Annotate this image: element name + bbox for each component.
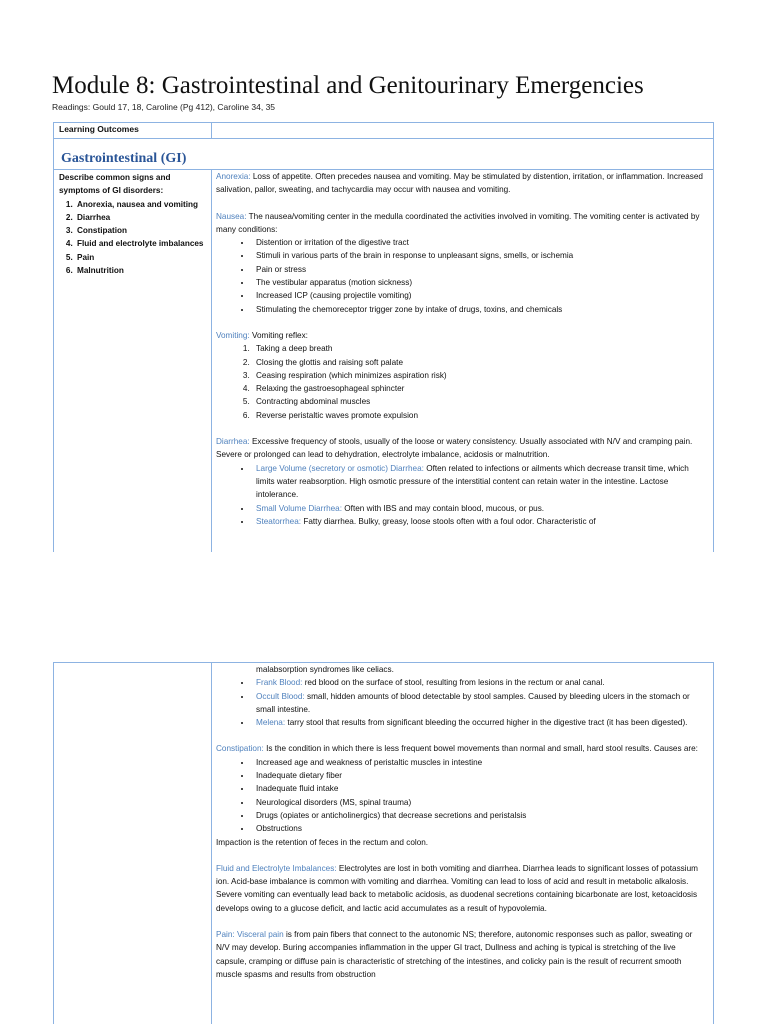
table-header-blank xyxy=(212,123,714,139)
vomiting-steps-list xyxy=(216,342,708,422)
nausea-causes-list xyxy=(216,236,708,316)
fluid-electrolyte-term: Fluid and Electrolyte Imbalances: xyxy=(216,863,337,873)
large-volume-term: Large Volume (secretory or osmotic) Diarrhea: xyxy=(256,463,424,473)
list-item xyxy=(252,502,708,515)
pain-paragraph xyxy=(216,928,708,981)
list-item: • Inadequate dietary fiber xyxy=(252,769,708,782)
large-volume-text: Often related to infections or ailments which decrease transit time, which limits water reabsorption. High osmotic pressure of the interstitial content can retain water in the intestine. Lactose intolerance. xyxy=(256,463,689,500)
list-item: • Increased age and weakness of peristaltic muscles in intestine xyxy=(252,756,708,769)
table-header-row xyxy=(54,123,714,139)
frank-blood-term: Frank Blood: xyxy=(256,678,303,688)
gi-content-row-continued xyxy=(54,663,714,1024)
nausea-paragraph xyxy=(216,210,708,237)
list-item xyxy=(252,515,708,528)
list-item: • Drugs (opiates or anticholinergics) that decrease secretions and peristalsis xyxy=(252,809,708,822)
page-break xyxy=(0,552,768,660)
list-item: • Inadequate fluid intake xyxy=(252,782,708,795)
list-item: 1. Taking a deep breath xyxy=(252,342,708,355)
anorexia-term: Anorexia: xyxy=(216,172,251,181)
learning-outcomes-table xyxy=(53,122,714,552)
diarrhea-term: Diarrhea: xyxy=(216,437,250,447)
list-item: 2. Closing the glottis and raising soft palate xyxy=(252,356,708,369)
list-item: 4. Relaxing the gastroesophageal sphincter xyxy=(252,382,708,395)
learning-outcomes-header: Learning Outcomes xyxy=(54,123,212,139)
occult-blood-text: small, hidden amounts of blood detectable by stool samples. Caused by bleeding ulcers in the stomach or small intestine. xyxy=(256,691,690,714)
vomiting-term: Vomiting: xyxy=(216,330,250,340)
list-item: • Pain or stress xyxy=(252,263,708,276)
fluid-electrolyte-text: Electrolytes are lost in both vomiting and diarrhea. Diarrhea leads to significant losses of potassium ion. Acid-base imbalance is common with vomiting and diarrhea. Vomiting can lead to loss of acid and result in metabolic alkalosis. Severe vomiting can eventually lead back to metabolic acidosis, as duodenal secretions containing bicarbonate are lost, ketoacidosis develops owing to a glucose deficit, and lactic acid accumulates as a result of hypovolemia. xyxy=(216,863,698,913)
fluid-electrolyte-paragraph xyxy=(216,862,708,915)
list-item: • Stimulating the chemoreceptor trigger zone by intake of drugs, toxins, and chemicals xyxy=(252,303,708,316)
page-title: Module 8: Gastrointestinal and Genitourinary Emergencies xyxy=(52,72,644,99)
frank-blood-text: red blood on the surface of stool, resulting from lesions in the rectum or anal canal. xyxy=(304,678,605,688)
list-item: 6. Malnutrition xyxy=(75,264,211,277)
small-volume-text: Often with IBS and may contain blood, mucous, or pus. xyxy=(344,503,545,513)
outcome-list xyxy=(54,198,211,278)
outcomes-cell-continued xyxy=(54,663,212,1024)
diarrhea-text: Excessive frequency of stools, usually of the loose or watery consistency. Usually associated with N/V and cramping pain. Severe or prolonged can lead to dehydration, electrolyte imbalance, acidosis or malnutrition. xyxy=(216,437,693,460)
diarrhea-types-list xyxy=(216,462,708,528)
occult-blood-term: Occult Blood: xyxy=(256,691,305,701)
list-item: 5. Contracting abdominal muscles xyxy=(252,395,708,408)
pain-text: is from pain fibers that connect to the autonomic NS; therefore, autonomic responses such as pallor, sweating or N/V may develop. Buring accompanies inflammation in the upper GI tract, Dullness and aching is typical is stretching of the live capsule, cramping or diffuse pain is characteristic of stretching of the intestines, and colicky pain is the result of recurrent smooth muscle spasms and results from obstruction xyxy=(216,930,693,979)
impaction-text: Impaction is the retention of feces in the rectum and colon. xyxy=(216,837,429,847)
anorexia-paragraph xyxy=(216,170,708,197)
pain-term: Pain: xyxy=(216,930,235,940)
steatorrhea-text: Fatty diarrhea. Bulky, greasy, loose stools often with a foul odor. Characteristic of xyxy=(303,516,596,526)
list-item: • The vestibular apparatus (motion sickness) xyxy=(252,276,708,289)
list-item: 6. Reverse peristaltic waves promote expulsion xyxy=(252,409,708,422)
blood-types-list xyxy=(216,676,708,729)
list-item: 3. Constipation xyxy=(75,224,211,237)
list-item: • Distention or irritation of the digestive tract xyxy=(252,236,708,249)
small-volume-term: Small Volume Diarrhea: xyxy=(256,503,343,513)
list-item: 1. Anorexia, nausea and vomiting xyxy=(75,198,211,211)
readings-line: Readings: Gould 17, 18, Caroline (Pg 412), Caroline 34, 35 xyxy=(52,102,276,112)
visceral-pain-term: Visceral pain xyxy=(236,930,284,940)
list-item xyxy=(252,716,708,729)
diarrhea-paragraph xyxy=(216,435,708,462)
nausea-text: The nausea/vomiting center in the medulla coordinated the activities involved in vomiting. The vomiting center is activated by many conditions: xyxy=(216,211,700,234)
melena-term: Melena: xyxy=(256,718,286,728)
list-item: • Neurological disorders (MS, spinal trauma) xyxy=(252,796,708,809)
section-heading-gi: Gastrointestinal (GI) xyxy=(61,151,187,166)
vomiting-text: Vomiting reflex: xyxy=(251,330,308,340)
constipation-causes-list xyxy=(216,756,708,836)
outcome-intro: Describe common signs and symptoms of GI disorders: xyxy=(59,173,171,196)
content-cell xyxy=(212,170,714,553)
vomiting-paragraph xyxy=(216,329,708,342)
list-item: 4. Fluid and electrolyte imbalances xyxy=(75,237,211,250)
page-2 xyxy=(0,660,768,1024)
list-item xyxy=(252,690,708,717)
constipation-text: Is the condition in which there is less frequent bowel movements than normal and small, hard stool results. Causes are: xyxy=(266,744,698,754)
steatorrhea-term: Steatorrhea: xyxy=(256,516,302,526)
continuation-text: malabsorption syndromes like celiacs. xyxy=(256,665,394,674)
constipation-paragraph xyxy=(216,742,708,755)
gi-content-row xyxy=(54,170,714,553)
content-cell-continued xyxy=(212,663,714,1024)
section-heading-row xyxy=(54,139,714,170)
constipation-term: Constipation: xyxy=(216,744,264,754)
list-item xyxy=(252,676,708,689)
list-item: • Obstructions xyxy=(252,822,708,835)
melena-text: tarry stool that results from significant bleeding the occurred higher in the digestive tract (it has been digested). xyxy=(287,718,688,728)
anorexia-text: Loss of appetite. Often precedes nausea and vomiting. May be stimulated by distention, irritation, or inflammation. Increased salivation, pallor, sweating, and tachycardia may occur with nausea and vomiting. xyxy=(216,172,703,195)
list-item: 2. Diarrhea xyxy=(75,211,211,224)
list-item: • Stimuli in various parts of the brain in response to unpleasant signs, smells, or ischemia xyxy=(252,249,708,262)
learning-outcomes-table-continued xyxy=(53,662,714,1024)
list-item xyxy=(252,462,708,502)
steatorrhea-continuation xyxy=(216,663,708,676)
list-item: 3. Ceasing respiration (which minimizes aspiration risk) xyxy=(252,369,708,382)
list-item: • Increased ICP (causing projectile vomiting) xyxy=(252,289,708,302)
outcomes-cell xyxy=(54,170,212,553)
nausea-term: Nausea: xyxy=(216,211,247,221)
list-item: 5. Pain xyxy=(75,251,211,264)
